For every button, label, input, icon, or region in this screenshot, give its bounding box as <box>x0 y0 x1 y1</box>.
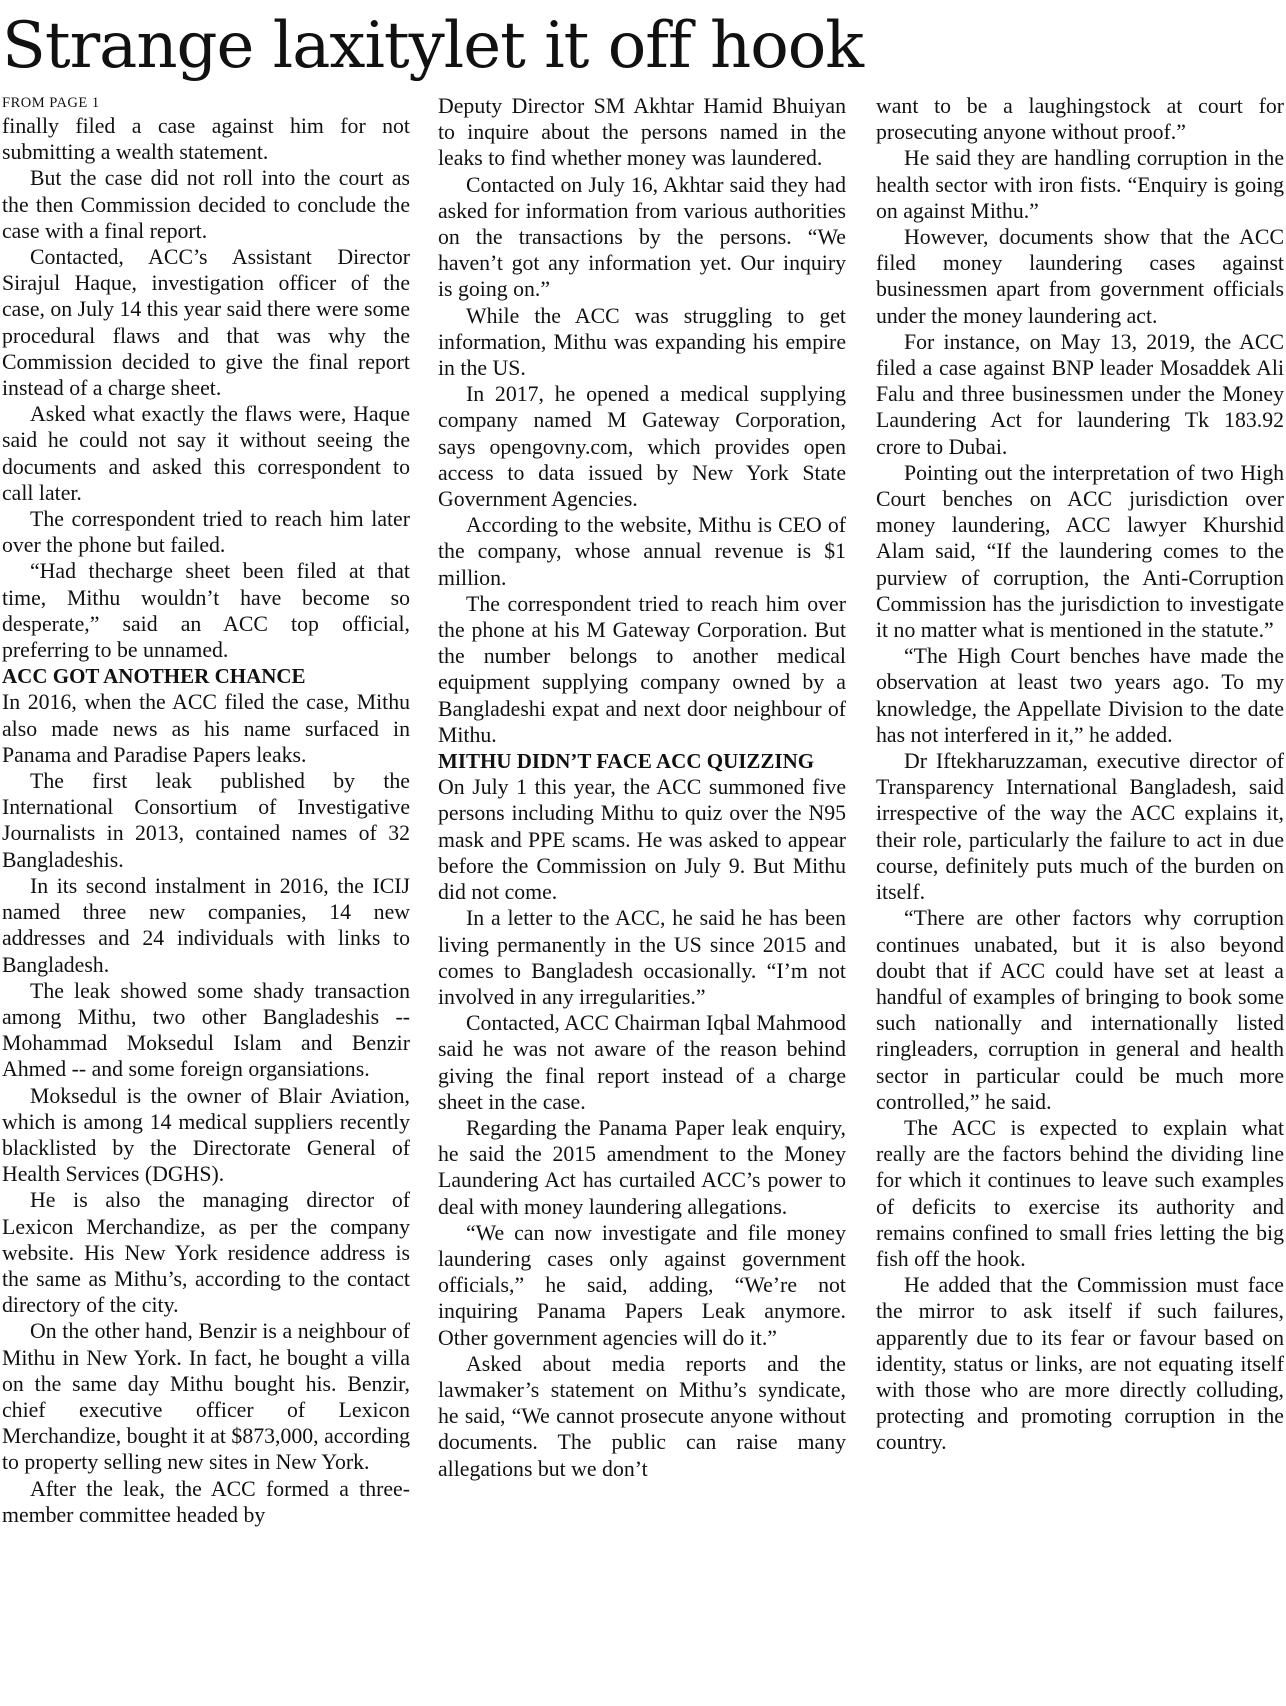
paragraph: On the other hand, Benzir is a neighbour of Mithu in New York. In fact, he bought a villa on the same day Mithu bought his. Benzir, chief executive officer of Lexicon Merchandize, bought it at $873,000, according to property selling new sites in New York. <box>2 1319 410 1475</box>
article-column-2 <box>438 93 846 1693</box>
paragraph: finally filed a case against him for not submitting a wealth statement. <box>2 114 410 165</box>
paragraph: Deputy Director SM Akhtar Hamid Bhuiyan to inquire about the persons named in the leaks to find whether money was laundered. <box>438 94 846 171</box>
paragraph: In 2017, he opened a medical supplying company named M Gateway Corporation, says opengovny.com, which provides open access to data issued by New York State Government Agencies. <box>438 382 846 512</box>
paragraph: Regarding the Panama Paper leak enquiry, he said the 2015 amendment to the Money Laundering Act has curtailed ACC’s power to deal with money laundering allegations. <box>438 1115 846 1219</box>
paragraph: In its second instalment in 2016, the ICIJ named three new companies, 14 new addresses and 24 individuals with links to Bangladesh. <box>2 873 410 977</box>
paragraph: On July 1 this year, the ACC summoned five persons including Mithu to quiz over the N95 mask and PPE scams. He was asked to appear before the Commission on July 9. But Mithu did not come. <box>438 775 846 905</box>
paragraph: He said they are handling corruption in the health sector with iron fists. “Enquiry is going on against Mithu.” <box>876 146 1284 223</box>
paragraph: Dr Iftekharuzzaman, executive director of Transparency International Bangladesh, said irrespective of the way the ACC explains it, their role, particularly the failure to act in due course, definitely puts much of the burden on itself. <box>876 749 1284 905</box>
paragraph: Asked what exactly the flaws were, Haque said he could not say it without seeing the documents and asked this correspondent to call later. <box>2 402 410 505</box>
paragraph: “Had thecharge sheet been filed at that time, Mithu wouldn’t have become so desperate,” said an ACC top official, preferring to be unnamed. <box>2 559 410 663</box>
subheading: MITHU DIDN’T FACE ACC QUIZZING <box>438 749 815 774</box>
paragraph: According to the website, Mithu is CEO of the company, whose annual revenue is $1 million. <box>438 513 846 590</box>
paragraph: In a letter to the ACC, he said he has been living permanently in the US since 2015 and comes to Bangladesh occasionally. “I’m not involved in any irregularities.” <box>438 906 846 1009</box>
paragraph: The first leak published by the International Consortium of Investigative Journalists in 2013, contained names of 32 Bangladeshis. <box>2 769 410 872</box>
paragraph: Contacted, ACC Chairman Iqbal Mahmood said he was not aware of the reason behind giving the final report instead of a charge sheet in the case. <box>438 1011 846 1114</box>
subheading: ACC GOT ANOTHER CHANCE <box>2 664 306 689</box>
paragraph: Contacted, ACC’s Assistant Director Sirajul Haque, investigation officer of the case, on July 14 this year said there were some procedural flaws and that was why the Commission decided to give the final report instead of a charge sheet. <box>2 245 410 401</box>
paragraph: After the leak, the ACC formed a three-member committee headed by <box>2 1476 410 1527</box>
paragraph: He added that the Commission must face the mirror to ask itself if such failures, apparently due to its fear or favour based on identity, status or links, are not equating itself with those who are more directly colluding, protecting and promoting corruption in the country. <box>876 1273 1284 1455</box>
jump-label: FROM PAGE 1 <box>2 95 100 111</box>
paragraph: “We can now investigate and file money laundering cases only against government officials,” he said, adding, “We’re not inquiring Panama Papers Leak anymore. Other government agencies will do it.” <box>438 1220 846 1350</box>
paragraph: want to be a laughingstock at court for prosecuting anyone without proof.” <box>876 94 1284 145</box>
paragraph: In 2016, when the ACC filed the case, Mithu also made news as his name surfaced in Panama and Paradise Papers leaks. <box>2 690 410 767</box>
paragraph: “The High Court benches have made the observation at least two years ago. To my knowledge, the Appellate Division to the date has not interfered in it,” he added. <box>876 644 1284 747</box>
paragraph: While the ACC was struggling to get information, Mithu was expanding his empire in the US. <box>438 303 846 381</box>
paragraph: Pointing out the interpretation of two High Court benches on ACC jurisdiction over money laundering, ACC lawyer Khurshid Alam said, “If the laundering comes to the purview of corruption, the Anti-Corruption Commission has the jurisdiction to investigate it no matter what is mentioned in the statute.” <box>876 460 1284 643</box>
paragraph: However, documents show that the ACC filed money laundering cases against businessmen apart from government officials under the money laundering act. <box>876 225 1284 328</box>
paragraph: But the case did not roll into the court as the then Commission decided to conclude the case with a final report. <box>2 166 410 243</box>
paragraph: He is also the managing director of Lexicon Merchandize, as per the company website. His New York residence address is the same as Mithu’s, according to the contact directory of the city. <box>2 1188 410 1318</box>
paragraph: Asked about media reports and the lawmaker’s statement on Mithu’s syndicate, he said, “We cannot prosecute anyone without documents. The public can raise many allegations but we don’t <box>438 1351 846 1481</box>
paragraph: The correspondent tried to reach him over the phone at his M Gateway Corporation. But the number belongs to another medical equipment supplying company owned by a Bangladeshi expat and next door neighbour of Mithu. <box>438 591 846 747</box>
headline: Strange laxitylet it off hook <box>2 9 864 83</box>
paragraph: For instance, on May 13, 2019, the ACC filed a case against BNP leader Mosaddek Ali Falu and three businessmen under the Money Laundering Act for laundering Tk 183.92 crore to Dubai. <box>876 329 1284 459</box>
paragraph: “There are other factors why corruption continues unabated, but it is also beyond doubt that if ACC could have set at least a handful of examples of bringing to book some such nationally and internationally listed ringleaders, corruption in general and health sector in particular could be much more controlled,” he said. <box>876 906 1284 1114</box>
article-column-1 <box>2 93 410 1693</box>
paragraph: Moksedul is the owner of Blair Aviation, which is among 14 medical suppliers recently blacklisted by the Directorate General of Health Services (DGHS). <box>2 1083 410 1187</box>
paragraph: Contacted on July 16, Akhtar said they had asked for information from various authorities on the transactions by the persons. “We haven’t got any information yet. Our inquiry is going on.” <box>438 172 846 302</box>
paragraph: The leak showed some shady transaction among Mithu, two other Bangladeshis -- Mohammad Moksedul Islam and Benzir Ahmed -- and some foreign organsiations. <box>2 978 410 1082</box>
paragraph: The correspondent tried to reach him later over the phone but failed. <box>2 507 410 558</box>
article-column-3 <box>876 93 1284 1693</box>
paragraph: The ACC is expected to explain what really are the factors behind the dividing line for which it continues to leave such examples of deficits to exercise its authority and remains confined to small fries letting the big fish off the hook. <box>876 1115 1284 1271</box>
